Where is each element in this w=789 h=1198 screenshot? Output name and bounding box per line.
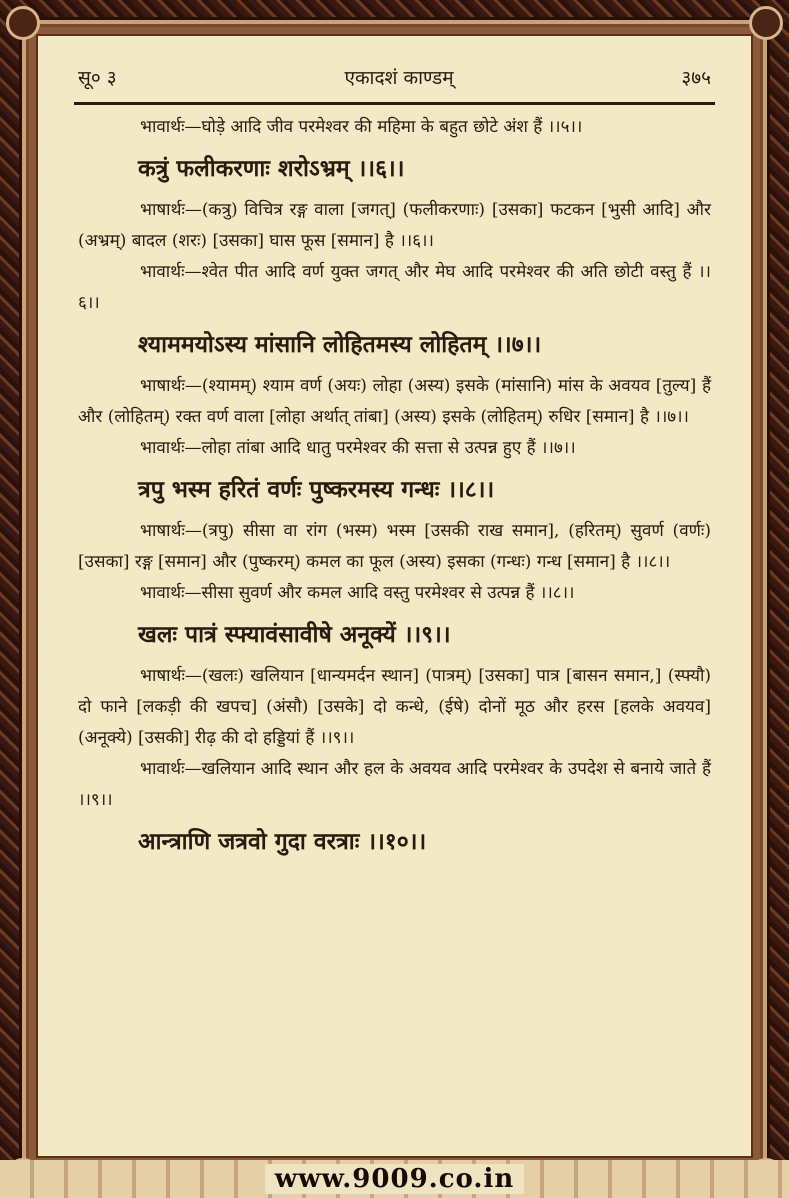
footer-band	[0, 1160, 789, 1198]
bhasartha-9: भाषार्थः—(खलः) खलियान [धान्यमर्दन स्थान] (पात्रम्) [उसका] पात्र [बासन समान,] (स्फ्यौ) दो फाने [लकड़ी की खपच] (अंसौ) [उसके] दो कन्धे, (ईषे) दोनों मूठ और हरस [हलके अवयव] (अनूक्ये) [उसकी] रीढ़ की दो हड्डियां हैं ।।९।।	[78, 666, 711, 748]
header-rule	[74, 102, 715, 105]
page-number: ३७५	[681, 67, 711, 89]
mantra-7: श्याममयोऽस्य मांसानि लोहितमस्य लोहितम् ।।७।।	[138, 331, 542, 358]
corner-ornament-top-left	[6, 6, 40, 40]
mantra-10: आन्त्राणि जत्रवो गुदा वरत्राः ।।१०।।	[138, 828, 427, 855]
website-url[interactable]: www.9009.co.in	[265, 1164, 525, 1194]
bhavartha-6: भावार्थः—श्वेत पीत आदि वर्ण युक्त जगत् और मेघ आदि परमेश्वर की अति छोटी वस्तु हैं ।।६।।	[78, 262, 711, 313]
sutra-number: सू० ३	[78, 67, 117, 89]
corner-ornament-top-right	[749, 6, 783, 40]
bhasartha-8: भाषार्थः—(त्रपु) सीसा वा रांग (भस्म) भस्म [उसकी राख समान], (हरितम्) सुवर्ण (वर्णः) [उसका] रङ्ग [समान] और (पुष्करम्) कमल का फूल (अस्य) इसका (गन्धः) गन्ध [समान] है ।।८।।	[78, 521, 711, 572]
page-header	[78, 64, 711, 90]
bhasartha-6: भाषार्थः—(कत्रु) विचित्र रङ्ग वाला [जगत्] (फलीकरणाः) [उसका] फटकन [भुसी आदि] और (अभ्रम्) बादल (शरः) [उसका] घास फूस [समान] है ।।६।।	[78, 200, 711, 251]
mantra-9: खलः पात्रं स्फ्यावंसावीषे अनूक्यें ।।९।।	[138, 621, 451, 648]
bhavartha-8: भावार्थः—सीसा सुवर्ण और कमल आदि वस्तु परमेश्वर से उत्पन्न हैं ।।८।।	[140, 583, 575, 603]
mantra-6: कत्रुं फलीकरणाः शरोऽभ्रम् ।।६।।	[138, 155, 405, 182]
bhasartha-7: भाषार्थः—(श्यामम्) श्याम वर्ण (अयः) लोहा (अस्य) इसके (मांसानि) मांस के अवयव [तुल्य] हैं और (लोहितम्) रक्त वर्ण वाला [लोहा अर्थात् तांबा] (अस्य) इसके (लोहितम्) रुधिर [समान] है ।।७।।	[78, 376, 711, 427]
bhavartha-5: भावार्थः—घोड़े आदि जीव परमेश्वर की महिमा के बहुत छोटे अंश हैं ।।५।।	[140, 117, 583, 137]
kanda-title: एकादशं काण्डम्	[344, 67, 454, 89]
page-content	[78, 112, 711, 868]
mantra-8: त्रपु भस्म हरितं वर्णः पुष्करमस्य गन्धः ।।८।।	[138, 476, 495, 503]
bhavartha-9: भावार्थः—खलियान आदि स्थान और हल के अवयव आदि परमेश्वर के उपदेश से बनाये जाते हैं ।।९।।	[78, 759, 711, 810]
bhavartha-7: भावार्थः—लोहा तांबा आदि धातु परमेश्वर की सत्ता से उत्पन्न हुए हैं ।।७।।	[140, 438, 576, 458]
book-page	[36, 34, 753, 1158]
